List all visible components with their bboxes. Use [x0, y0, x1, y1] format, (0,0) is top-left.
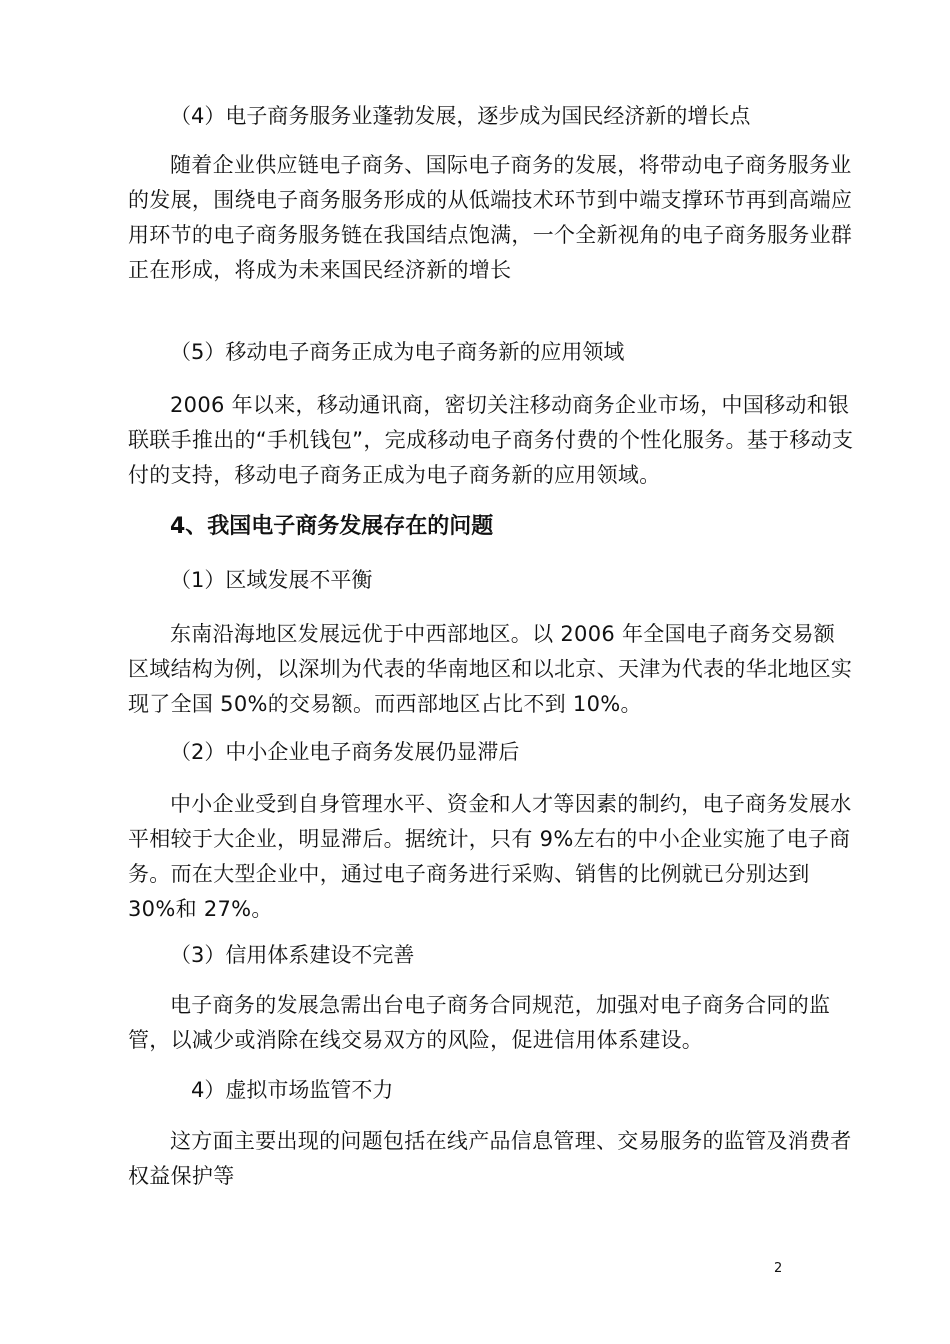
paragraph-sme: 中小企业受到自身管理水平、资金和人才等因素的制约，电子商务发展水平相较于大企业，明显滞后。据统计，只有 9%左右的中小企业实施了电子商务。而在大型企业中，通过电子商务进行采购、销售的比例就已分别达到 30%和 27%。 — [128, 792, 852, 921]
subheading-q1: （1）区域发展不平衡 — [170, 568, 373, 592]
section-heading-4: 4、我国电子商务发展存在的问题 — [170, 514, 494, 539]
subheading-q2: （2）中小企业电子商务发展仍显滞后 — [170, 740, 520, 764]
subheading-q3: （3）信用体系建设不完善 — [170, 943, 415, 967]
paragraph-mobile-commerce: 2006 年以来，移动通讯商，密切关注移动商务企业市场，中国移动和银联联手推出的“手机钱包”，完成移动电子商务付费的个性化服务。基于移动支付的支持，移动电子商务正成为电子商务新的应用领域。 — [128, 393, 854, 487]
page-number: 2 — [774, 1261, 783, 1276]
paragraph-service-industry: 随着企业供应链电子商务、国际电子商务的发展，将带动电子商务服务业的发展，围绕电子商务服务形成的从低端技术环节到中端支撑环节再到高端应用环节的电子商务服务链在我国结点饱满，一个全新视角的电子商务服务业群正在形成，将成为未来国民经济新的增长 — [128, 153, 853, 282]
paragraph-regulation: 这方面主要出现的问题包括在线产品信息管理、交易服务的监管及消费者权益保护等 — [128, 1129, 852, 1188]
subheading-5: （5）移动电子商务正成为电子商务新的应用领域 — [170, 340, 625, 364]
paragraph-regional: 东南沿海地区发展远优于中西部地区。以 2006 年全国电子商务交易额区域结构为例，以深圳为代表的华南地区和以北京、天津为代表的华北地区实现了全国 50%的交易额。而西部地区占比不到 10%。 — [128, 622, 853, 716]
paragraph-credit: 电子商务的发展急需出台电子商务合同规范，加强对电子商务合同的监管，以减少或消除在线交易双方的风险，促进信用体系建设。 — [128, 993, 831, 1052]
subheading-4: （4）电子商务服务业蓬勃发展，逐步成为国民经济新的增长点 — [170, 104, 751, 128]
subheading-q4: 4）虚拟市场监管不力 — [191, 1078, 394, 1102]
